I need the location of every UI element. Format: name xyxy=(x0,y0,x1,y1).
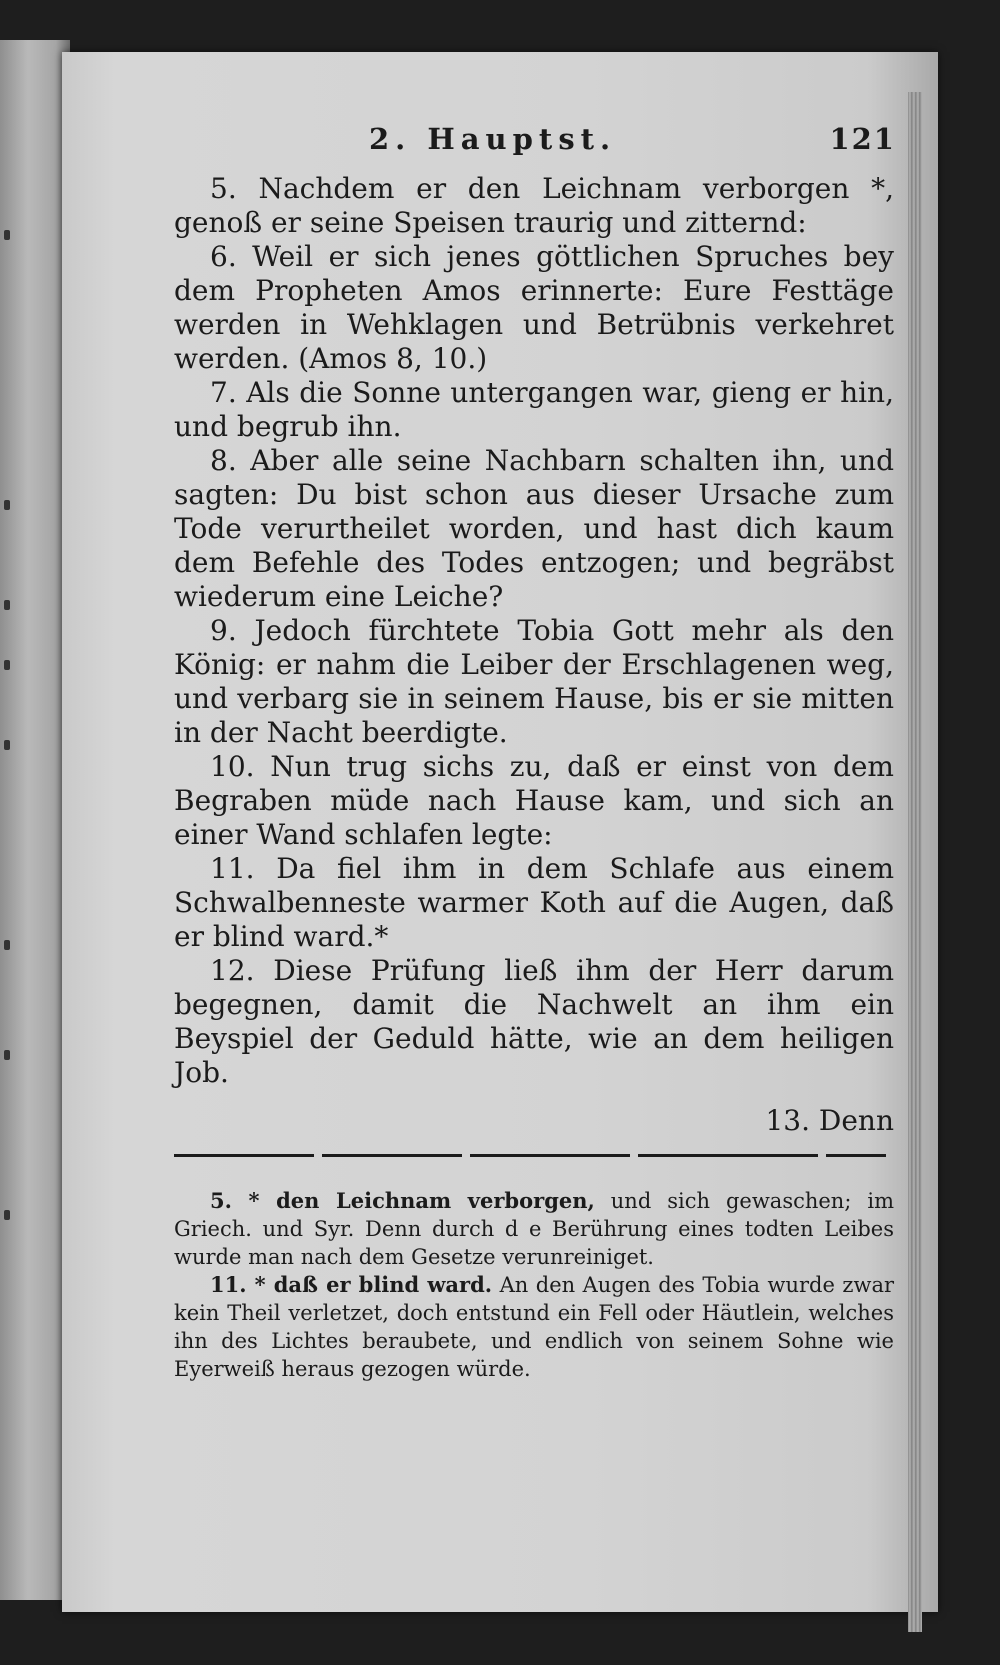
rule-segment xyxy=(322,1154,462,1157)
rule-segment xyxy=(174,1154,314,1157)
rule-segment xyxy=(638,1154,818,1157)
verse-5: 5. Nachdem er den Leichnam verborgen *, genoß er seine Speisen traurig und zitternd: xyxy=(174,172,894,239)
verse-10: 10. Nun trug sichs zu, daß er einst von dem Begraben müde nach Hause kam, und sich an einer Wand schlafen legte: xyxy=(174,750,894,851)
facing-page-edge xyxy=(0,40,70,1600)
book-page xyxy=(62,52,938,1612)
margin-mark xyxy=(4,230,10,240)
margin-mark xyxy=(4,600,10,610)
footnote-5 xyxy=(174,1187,894,1271)
footnote-text: An den Augen des Tobia wurde zwar kein Theil verletzet, doch entstund ein Fell oder Häutlein, welches ihn des Lichtes beraubete, und endlich von seinem Sohne wie Eyerweiß heraus gezogen würde. xyxy=(174,1273,894,1381)
margin-mark xyxy=(4,1210,10,1220)
rule-segment xyxy=(826,1154,886,1157)
verse-6: 6. Weil er sich jenes göttlichen Spruches bey dem Propheten Amos erinnerte: Eure Festtäge werden in Wehklagen und Betrübnis verkehret werden. (Amos 8, 10.) xyxy=(174,240,894,375)
footnote-lemma: 11. * daß er blind ward. xyxy=(210,1272,493,1297)
margin-mark xyxy=(4,1050,10,1060)
verse-9: 9. Jedoch fürchtete Tobia Gott mehr als den König: er nahm die Leiber der Erschlagenen weg, und verbarg sie in seinem Hause, bis er sie mitten in der Nacht beerdigte. xyxy=(174,614,894,749)
footnote-text: und sich gewaschen; im Griech. und Syr. Denn durch d e Berührung eines todten Leibes wurde man nach dem Gesetze verunreiniget. xyxy=(174,1189,894,1269)
page-stack-edge xyxy=(908,92,922,1632)
page-number: 121 xyxy=(829,122,896,156)
rule-segment xyxy=(470,1154,630,1157)
margin-mark xyxy=(4,660,10,670)
text-block xyxy=(174,112,894,1383)
margin-mark xyxy=(4,500,10,510)
catchword: 13. Denn xyxy=(765,1104,894,1137)
footnote-11 xyxy=(174,1271,894,1383)
verse-8: 8. Aber alle seine Nachbarn schalten ihn, und sagten: Du bist schon aus dieser Ursache zum Tode verurtheilet worden, und hast dich kaum dem Befehle des Todes entzogen; und begräbst wiederum eine Leiche? xyxy=(174,444,894,613)
footnote-separator xyxy=(174,1154,894,1157)
margin-mark xyxy=(4,740,10,750)
margin-mark xyxy=(4,940,10,950)
footnote-lemma: 5. * den Leichnam verborgen, xyxy=(210,1188,595,1213)
verse-7: 7. Als die Sonne untergangen war, gieng er hin, und begrub ihn. xyxy=(174,376,894,443)
verse-11: 11. Da fiel ihm in dem Schlafe aus einem Schwalbenneste warmer Koth auf die Augen, daß er blind ward.* xyxy=(174,852,894,953)
running-head-title: 2. Hauptst. xyxy=(369,122,617,156)
running-head xyxy=(174,112,894,172)
verse-12: 12. Diese Prüfung ließ ihm der Herr darum begegnen, damit die Nachwelt an ihm ein Beyspiel der Geduld hätte, wie an dem heiligen Job. xyxy=(174,954,894,1089)
